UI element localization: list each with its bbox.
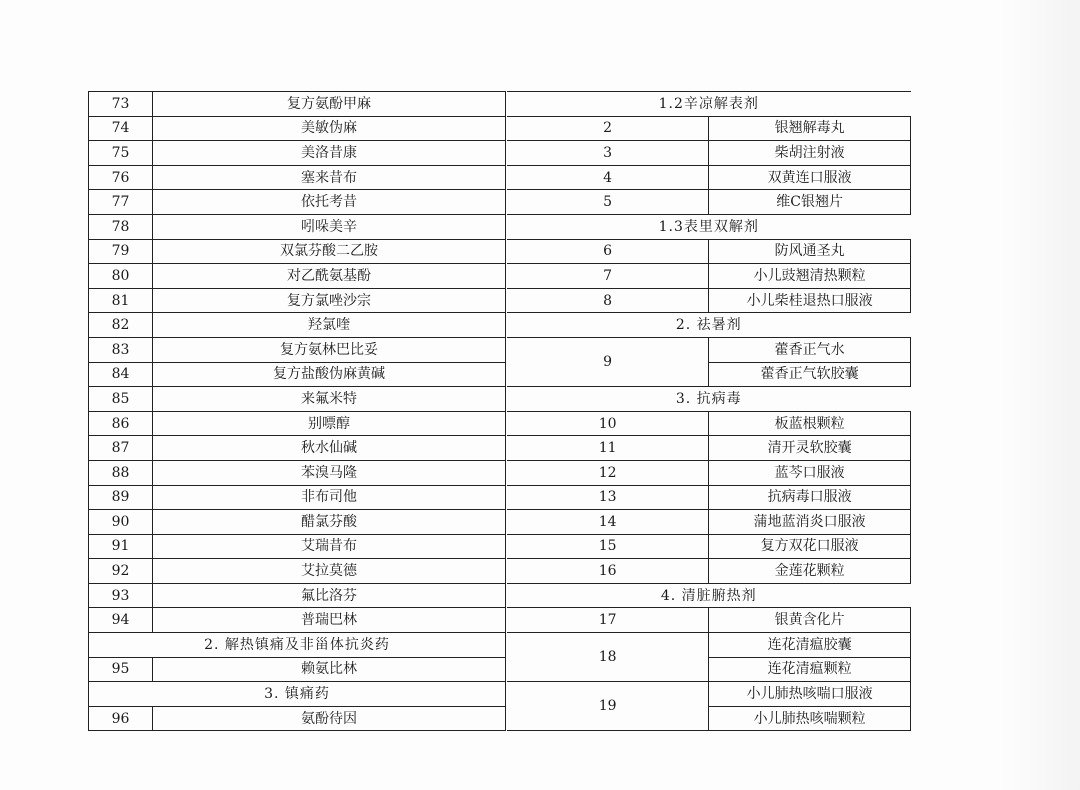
section-title: 2. 解热镇痛及非甾体抗炎药 — [89, 633, 506, 658]
table-row — [507, 436, 911, 461]
section-row — [89, 633, 506, 658]
drug-name: 连花清瘟胶囊 — [709, 633, 911, 658]
table-row — [507, 633, 911, 658]
drug-name: 氟比洛芬 — [153, 583, 506, 608]
row-number: 12 — [507, 460, 709, 485]
row-number: 15 — [507, 534, 709, 559]
section-title: 4. 清脏腑热剂 — [507, 583, 911, 608]
row-number: 85 — [89, 387, 153, 412]
table-row — [89, 411, 506, 436]
drug-name: 防风通圣丸 — [709, 239, 911, 264]
row-number: 82 — [89, 313, 153, 338]
row-number: 5 — [507, 190, 709, 215]
table-row — [89, 706, 506, 731]
table-row — [89, 116, 506, 141]
drug-name: 普瑞巴林 — [153, 608, 506, 633]
table-row — [507, 559, 911, 584]
row-number: 17 — [507, 608, 709, 633]
drug-name: 复方氨酚甲麻 — [153, 92, 506, 117]
section-title: 2. 祛暑剂 — [507, 313, 911, 338]
drug-name: 清开灵软胶囊 — [709, 436, 911, 461]
table-row — [507, 264, 911, 289]
drug-name: 抗病毒口服液 — [709, 485, 911, 510]
section-title: 1.3表里双解剂 — [507, 214, 911, 239]
drug-name: 塞来昔布 — [153, 165, 506, 190]
drug-name: 艾瑞昔布 — [153, 534, 506, 559]
row-number: 11 — [507, 436, 709, 461]
table-row — [89, 559, 506, 584]
drug-name: 苯溴马隆 — [153, 460, 506, 485]
table-row — [89, 92, 506, 117]
drug-name: 双黄连口服液 — [709, 165, 911, 190]
table-row — [89, 534, 506, 559]
table-row — [507, 460, 911, 485]
drug-name: 复方盐酸伪麻黄碱 — [153, 362, 506, 387]
section-title: 3. 抗病毒 — [507, 387, 911, 412]
section-row — [507, 583, 911, 608]
row-number: 16 — [507, 559, 709, 584]
table-row — [507, 165, 911, 190]
right-drug-table — [507, 91, 911, 731]
drug-name: 氨酚待因 — [153, 706, 506, 731]
table-row — [507, 608, 911, 633]
drug-name: 对乙酰氨基酚 — [153, 264, 506, 289]
table-row — [89, 214, 506, 239]
row-number: 14 — [507, 510, 709, 535]
section-row — [507, 313, 911, 338]
table-row — [507, 190, 911, 215]
drug-name: 美敏伪麻 — [153, 116, 506, 141]
row-number: 87 — [89, 436, 153, 461]
drug-name: 藿香正气水 — [709, 337, 911, 362]
drug-name: 复方氨林巴比妥 — [153, 337, 506, 362]
drug-name: 小儿豉翘清热颗粒 — [709, 264, 911, 289]
table-row — [507, 288, 911, 313]
table-row — [89, 313, 506, 338]
drug-name: 金莲花颗粒 — [709, 559, 911, 584]
row-number: 92 — [89, 559, 153, 584]
drug-name: 银翘解毒丸 — [709, 116, 911, 141]
row-number: 6 — [507, 239, 709, 264]
table-row — [89, 436, 506, 461]
table-row — [507, 337, 911, 362]
drug-name: 复方双花口服液 — [709, 534, 911, 559]
drug-name: 维C银翘片 — [709, 190, 911, 215]
table-row — [89, 387, 506, 412]
table-row — [507, 534, 911, 559]
row-number: 73 — [89, 92, 153, 117]
row-number: 13 — [507, 485, 709, 510]
row-number: 78 — [89, 214, 153, 239]
table-row — [89, 510, 506, 535]
table-row — [507, 682, 911, 707]
row-number: 4 — [507, 165, 709, 190]
row-number: 96 — [89, 706, 153, 731]
row-number: 80 — [89, 264, 153, 289]
section-title: 3. 镇痛药 — [89, 682, 506, 707]
drug-name: 醋氯芬酸 — [153, 510, 506, 535]
row-number: 79 — [89, 239, 153, 264]
row-number: 93 — [89, 583, 153, 608]
row-number: 9 — [507, 337, 709, 386]
table-row — [89, 485, 506, 510]
drug-name: 别嘌醇 — [153, 411, 506, 436]
drug-name: 藿香正气软胶囊 — [709, 362, 911, 387]
section-title: 1.2辛凉解表剂 — [507, 92, 911, 117]
drug-name: 羟氯喹 — [153, 313, 506, 338]
table-row — [89, 239, 506, 264]
drug-name: 小儿肺热咳喘颗粒 — [709, 706, 911, 731]
row-number: 76 — [89, 165, 153, 190]
row-number: 2 — [507, 116, 709, 141]
row-number: 3 — [507, 141, 709, 166]
drug-name: 小儿柴桂退热口服液 — [709, 288, 911, 313]
section-row — [507, 92, 911, 117]
drug-name: 小儿肺热咳喘口服液 — [709, 682, 911, 707]
table-row — [89, 288, 506, 313]
drug-name: 蓝芩口服液 — [709, 460, 911, 485]
drug-name: 美洛昔康 — [153, 141, 506, 166]
drug-name: 非布司他 — [153, 485, 506, 510]
row-number: 19 — [507, 682, 709, 731]
drug-name: 秋水仙碱 — [153, 436, 506, 461]
table-row — [507, 141, 911, 166]
row-number: 7 — [507, 264, 709, 289]
row-number: 18 — [507, 633, 709, 682]
row-number: 90 — [89, 510, 153, 535]
table-row — [89, 165, 506, 190]
drug-name: 吲哚美辛 — [153, 214, 506, 239]
row-number: 94 — [89, 608, 153, 633]
row-number: 8 — [507, 288, 709, 313]
drug-name: 柴胡注射液 — [709, 141, 911, 166]
row-number: 89 — [89, 485, 153, 510]
section-row — [507, 214, 911, 239]
drug-name: 依托考昔 — [153, 190, 506, 215]
table-row — [89, 460, 506, 485]
row-number: 83 — [89, 337, 153, 362]
table-row — [89, 337, 506, 362]
drug-name: 艾拉莫德 — [153, 559, 506, 584]
section-row — [507, 387, 911, 412]
table-row — [507, 239, 911, 264]
table-row — [507, 116, 911, 141]
row-number: 86 — [89, 411, 153, 436]
row-number: 91 — [89, 534, 153, 559]
table-row — [507, 411, 911, 436]
row-number: 77 — [89, 190, 153, 215]
table-row — [89, 190, 506, 215]
drug-name: 板蓝根颗粒 — [709, 411, 911, 436]
table-row — [89, 264, 506, 289]
page-edge-shadow — [1000, 0, 1080, 790]
drug-name: 赖氨比林 — [153, 657, 506, 682]
table-row — [507, 510, 911, 535]
table-row — [89, 583, 506, 608]
row-number: 95 — [89, 657, 153, 682]
left-drug-table — [88, 91, 506, 731]
section-row — [89, 682, 506, 707]
drug-name: 蒲地蓝消炎口服液 — [709, 510, 911, 535]
table-row — [89, 141, 506, 166]
table-row — [507, 485, 911, 510]
row-number: 81 — [89, 288, 153, 313]
row-number: 88 — [89, 460, 153, 485]
row-number: 10 — [507, 411, 709, 436]
table-row — [89, 608, 506, 633]
row-number: 84 — [89, 362, 153, 387]
drug-name: 来氟米特 — [153, 387, 506, 412]
drug-name: 双氯芬酸二乙胺 — [153, 239, 506, 264]
drug-name: 连花清瘟颗粒 — [709, 657, 911, 682]
row-number: 75 — [89, 141, 153, 166]
drug-name: 复方氯唑沙宗 — [153, 288, 506, 313]
row-number: 74 — [89, 116, 153, 141]
table-row — [89, 362, 506, 387]
table-row — [89, 657, 506, 682]
drug-name: 银黄含化片 — [709, 608, 911, 633]
